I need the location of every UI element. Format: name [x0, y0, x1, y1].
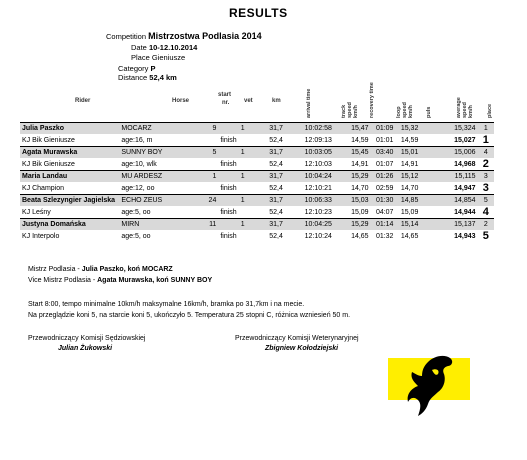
category-line	[118, 64, 156, 73]
empty-cell	[197, 158, 218, 171]
final-place-cell: 3	[482, 182, 489, 194]
recovery-time-cell: 02:59	[375, 184, 394, 192]
horse-info-cell: age:5, oo	[121, 232, 151, 240]
horse-name-cell: MOCARZ	[119, 123, 197, 135]
horse-name-cell: MU ARDESZ	[119, 171, 197, 183]
place-value: Gieniusze	[151, 53, 186, 62]
km-cell: 52,4	[269, 208, 283, 216]
empty-cell	[218, 171, 238, 183]
loop-speed-cell: 14,65	[400, 232, 419, 240]
horse-name-cell: ECHO ZEUS	[119, 195, 197, 207]
place-line	[131, 53, 185, 62]
page-title: RESULTS	[229, 6, 288, 20]
start-nr-cell: 9	[197, 123, 218, 135]
vet-cell: 1	[239, 147, 268, 159]
track-speed-cell: 14,91	[351, 160, 369, 168]
empty-cell	[218, 219, 238, 231]
table-row	[20, 182, 494, 195]
loop-speed-cell: 15,01	[399, 147, 427, 159]
empty-cell	[197, 230, 218, 242]
start-nr-cell: 5	[197, 147, 218, 159]
rider-name-cell: Agata Murawska	[20, 147, 119, 159]
empty-cell	[427, 171, 444, 183]
table-row	[20, 230, 494, 242]
header-horse: Horse	[172, 98, 190, 104]
recovery-time-cell: 04:07	[375, 208, 394, 216]
loop-speed-cell: 15,12	[399, 171, 427, 183]
recovery-time-cell: 03:40	[371, 147, 399, 159]
empty-cell	[427, 206, 444, 219]
average-speed-cell: 14,944	[454, 208, 476, 216]
finish-status-cell: finish	[220, 232, 237, 240]
vice-line	[28, 277, 212, 284]
results-table	[20, 122, 494, 242]
judge-left-title: Przewodniczący Komisji Sędziowskiej	[28, 335, 146, 342]
distance-label: Distance	[118, 73, 148, 82]
rider-club-cell: KJ Interpolo	[22, 232, 60, 240]
vet-cell: 1	[239, 219, 268, 231]
date-value: 10-12.10.2014	[148, 43, 198, 52]
champion-prefix: Mistrz Podlasia -	[28, 266, 82, 273]
arrival-time-cell: 12:10:23	[304, 208, 332, 216]
date-line	[131, 43, 197, 52]
recovery-time-cell: 01:32	[375, 232, 394, 240]
empty-cell	[239, 206, 268, 219]
start-nr-cell: 1	[197, 171, 218, 183]
rider-club-cell: KJ Champion	[22, 184, 65, 192]
empty-cell	[427, 219, 444, 231]
arrival-time-cell: 12:10:21	[304, 184, 332, 192]
header-recovery: recovery time	[369, 82, 375, 118]
arrival-time-cell: 12:10:24	[304, 232, 332, 240]
km-cell: 31,7	[267, 171, 302, 183]
empty-cell	[218, 195, 238, 207]
final-place-cell: 2	[482, 158, 489, 170]
km-cell: 31,7	[267, 195, 302, 207]
arrival-time-cell: 10:02:58	[303, 123, 341, 135]
arrival-time-cell: 12:09:13	[304, 136, 332, 144]
recovery-time-cell: 01:26	[371, 171, 399, 183]
header-puls: puls	[426, 106, 432, 118]
recovery-time-cell: 01:14	[371, 219, 399, 231]
header-vet: vet	[244, 98, 253, 104]
horse-name-cell: MIRN	[119, 219, 197, 231]
rider-name-cell: Beata Szlezyngier Jagielska	[20, 195, 119, 207]
final-place-cell: 4	[482, 206, 489, 218]
header-track: track speed km/h	[341, 102, 359, 118]
horse-info-cell: age:16, m	[121, 136, 153, 144]
loop-speed-cell: 14,85	[399, 195, 427, 207]
km-cell: 52,4	[269, 160, 283, 168]
track-speed-cell: 15,29	[341, 171, 371, 183]
table-row	[20, 158, 494, 171]
vice-prefix: Vice Mistrz Podlasia -	[28, 277, 98, 284]
rider-name-cell: Justyna Domańska	[20, 219, 119, 231]
header-nr: nr.	[222, 100, 230, 106]
km-cell: 31,7	[267, 147, 302, 159]
distance-line	[118, 73, 177, 82]
finish-status-cell: finish	[220, 160, 237, 168]
category-value: P	[150, 64, 156, 73]
track-speed-cell: 15,45	[341, 147, 371, 159]
arrival-time-cell: 10:04:25	[303, 219, 341, 231]
arrival-time-cell: 12:10:03	[304, 160, 332, 168]
vet-cell: 1	[239, 123, 268, 135]
loop-speed-cell: 14,70	[400, 184, 419, 192]
table-row	[20, 195, 494, 207]
empty-cell	[427, 147, 444, 159]
competition-value: Mistrzostwa Podlasia 2014	[148, 31, 262, 41]
champion-line	[28, 266, 173, 273]
empty-cell	[427, 158, 444, 171]
empty-cell	[427, 134, 444, 147]
category-label: Category	[118, 64, 149, 73]
track-speed-cell: 14,59	[351, 136, 369, 144]
track-speed-cell: 15,47	[341, 123, 371, 135]
loop-place-cell: 4	[478, 147, 494, 159]
notes-line-2: Na przeglądzie koni 5, na starcie koni 5, ukończyło 5. Temperatura 25 stopni C, różnica wzniesień 50 m.	[28, 312, 351, 319]
arrival-time-cell: 10:03:05	[303, 147, 341, 159]
empty-cell	[427, 182, 444, 195]
empty-cell	[218, 123, 238, 135]
rider-name-cell: Maria Landau	[20, 171, 119, 183]
average-speed-cell: 15,006	[444, 147, 478, 159]
header-rider: Rider	[75, 98, 91, 104]
judge-left-name: Julian Żukowski	[58, 345, 113, 352]
km-cell: 31,7	[267, 123, 302, 135]
table-row	[20, 123, 494, 135]
vice-name: Agata Murawska, koń SUNNY BOY	[97, 277, 213, 284]
champion-name: Julia Paszko, koń MOCARZ	[81, 266, 173, 273]
km-cell: 31,7	[267, 219, 302, 231]
vet-cell: 1	[239, 195, 268, 207]
final-place-cell: 1	[482, 134, 489, 146]
recovery-time-cell: 01:30	[371, 195, 399, 207]
recovery-time-cell: 01:01	[375, 136, 394, 144]
judge-right-title: Przewodniczący Komisji Weterynaryjnej	[235, 335, 359, 342]
average-speed-cell: 14,968	[454, 160, 476, 168]
finish-status-cell: finish	[220, 208, 237, 216]
arrival-time-cell: 10:04:24	[303, 171, 341, 183]
header-loop: loop speed km/h	[396, 102, 414, 118]
horse-info-cell: age:10, wlk	[121, 160, 157, 168]
horse-logo-icon	[388, 350, 470, 422]
distance-value: 52,4 km	[149, 73, 177, 82]
table-row	[20, 219, 494, 231]
table-row	[20, 134, 494, 147]
table-row	[20, 206, 494, 219]
vet-cell: 1	[239, 171, 268, 183]
loop-speed-cell: 14,91	[400, 160, 419, 168]
track-speed-cell: 14,70	[351, 184, 369, 192]
empty-cell	[239, 134, 268, 147]
average-speed-cell: 14,947	[454, 184, 476, 192]
track-speed-cell: 15,09	[351, 208, 369, 216]
header-average: average speed km/h	[456, 97, 474, 118]
empty-cell	[239, 230, 268, 242]
final-place-cell: 5	[482, 230, 489, 242]
horse-info-cell: age:12, oo	[121, 184, 155, 192]
empty-cell	[197, 182, 218, 195]
judge-right-name: Zbigniew Kołodziejski	[265, 345, 339, 352]
header-start: start	[218, 92, 232, 98]
km-cell: 52,4	[269, 136, 283, 144]
empty-cell	[427, 123, 444, 135]
track-speed-cell: 15,29	[341, 219, 371, 231]
recovery-time-cell: 01:09	[371, 123, 399, 135]
header-place: place	[487, 103, 493, 118]
empty-cell	[197, 134, 218, 147]
loop-place-cell: 2	[478, 219, 494, 231]
loop-place-cell: 5	[478, 195, 494, 207]
empty-cell	[427, 195, 444, 207]
rider-name-cell: Julia Paszko	[20, 123, 119, 135]
table-row	[20, 147, 494, 159]
track-speed-cell: 15,03	[341, 195, 371, 207]
average-speed-cell: 14,943	[454, 232, 476, 240]
empty-cell	[218, 147, 238, 159]
empty-cell	[427, 230, 444, 242]
date-label: Date	[131, 43, 147, 52]
empty-cell	[197, 206, 218, 219]
horse-name-cell: SUNNY BOY	[119, 147, 197, 159]
km-cell: 52,4	[269, 184, 283, 192]
finish-status-cell: finish	[220, 136, 237, 144]
average-speed-cell: 15,115	[444, 171, 478, 183]
notes-line-1: Start 8:00, tempo minimalne 10km/h maksymalne 16km/h, bramka po 31,7km i na mecie.	[28, 301, 305, 308]
average-speed-cell: 15,027	[454, 136, 476, 144]
start-nr-cell: 11	[197, 219, 218, 231]
loop-place-cell: 3	[478, 171, 494, 183]
km-cell: 52,4	[269, 232, 283, 240]
arrival-time-cell: 10:06:33	[303, 195, 341, 207]
header-arrival: arrival time	[306, 88, 312, 118]
competition-line	[106, 31, 262, 41]
track-speed-cell: 14,65	[351, 232, 369, 240]
loop-place-cell: 1	[478, 123, 494, 135]
loop-speed-cell: 15,14	[399, 219, 427, 231]
loop-speed-cell: 15,32	[399, 123, 427, 135]
empty-cell	[239, 182, 268, 195]
recovery-time-cell: 01:07	[375, 160, 394, 168]
average-speed-cell: 14,854	[444, 195, 478, 207]
header-km: km	[272, 98, 281, 104]
rider-club-cell: KJ Bik Gieniusze	[22, 136, 75, 144]
average-speed-cell: 15,137	[444, 219, 478, 231]
rider-club-cell: KJ Bik Gieniusze	[22, 160, 75, 168]
finish-status-cell: finish	[220, 184, 237, 192]
loop-speed-cell: 14,59	[400, 136, 419, 144]
average-speed-cell: 15,324	[444, 123, 478, 135]
empty-cell	[239, 158, 268, 171]
competition-label: Competition	[106, 32, 147, 41]
loop-speed-cell: 15,09	[400, 208, 419, 216]
place-label: Place	[131, 53, 150, 62]
horse-info-cell: age:5, oo	[121, 208, 151, 216]
table-row	[20, 171, 494, 183]
start-nr-cell: 24	[197, 195, 218, 207]
rider-club-cell: KJ Leśny	[22, 208, 51, 216]
